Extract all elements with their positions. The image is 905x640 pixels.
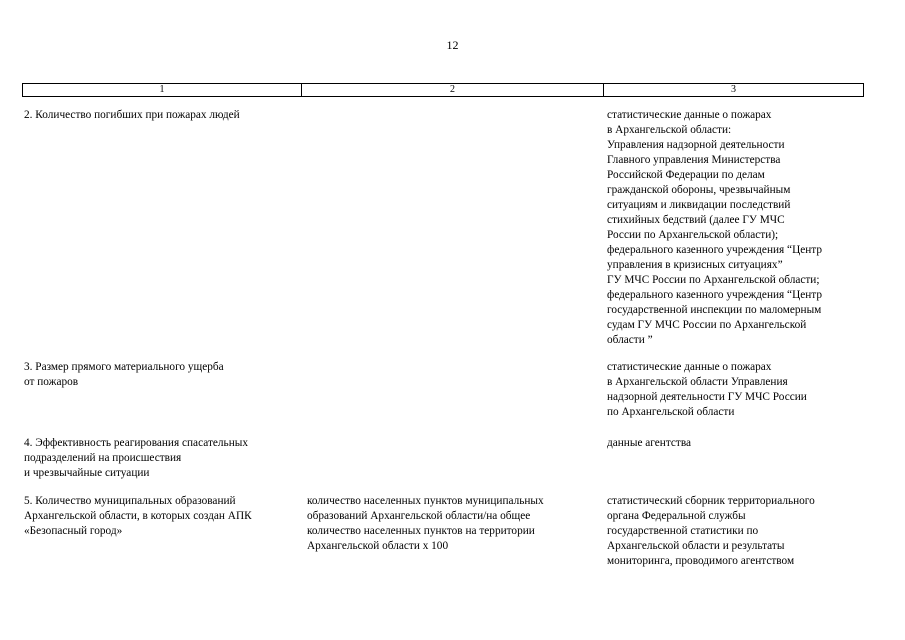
column-header-2: 2 bbox=[302, 84, 604, 96]
table-row bbox=[0, 360, 905, 436]
page-number: 12 bbox=[446, 38, 459, 52]
data-source: статистический сборник территориального органа Федеральной службы государственной статистики по Архангельской области и результаты мониторинга, проводимого агентством bbox=[607, 495, 815, 567]
data-source: данные агентства bbox=[607, 437, 692, 449]
indicator-name: 5. Количество муниципальных образований Архангельской области, в которых создан АПК «Безопасный город» bbox=[24, 495, 252, 537]
table-row bbox=[0, 108, 905, 360]
indicator-name: 2. Количество погибших при пожарах людей bbox=[24, 109, 240, 121]
calculation-method: количество населенных пунктов муниципальных образований Архангельской области/на общее количество населенных пунктов на территории Архангельской области х 100 bbox=[307, 495, 544, 552]
column-header-1: 1 bbox=[23, 84, 302, 96]
table-row bbox=[0, 494, 905, 574]
table-body bbox=[0, 108, 905, 574]
table-row bbox=[0, 436, 905, 494]
indicator-name: 3. Размер прямого материального ущерба от пожаров bbox=[24, 361, 224, 388]
indicator-name: 4. Эффективность реагирования спасательных подразделений на происшествия и чрезвычайные ситуации bbox=[24, 437, 248, 479]
table-header bbox=[22, 83, 864, 97]
data-source: статистические данные о пожарах в Архангельской области: Управления надзорной деятельности Главного управления Министерства Российской Федерации по делам гражданской обороны, чрезвычайным ситуациям и ликвидации последствий стихийных бедствий (далее ГУ МЧС России по Архангельской области); федерального казенного учреждения “Центр управления в кризисных ситуациях” ГУ МЧС России по Архангельской области; федерального казенного учреждения “Центр государственной инспекции по маломерным судам ГУ МЧС России по Архангельской области ” bbox=[607, 109, 823, 346]
data-source: статистические данные о пожарах в Архангельской области Управления надзорной деятельности ГУ МЧС России по Архангельской области bbox=[607, 361, 807, 418]
column-header-3: 3 bbox=[731, 84, 736, 95]
